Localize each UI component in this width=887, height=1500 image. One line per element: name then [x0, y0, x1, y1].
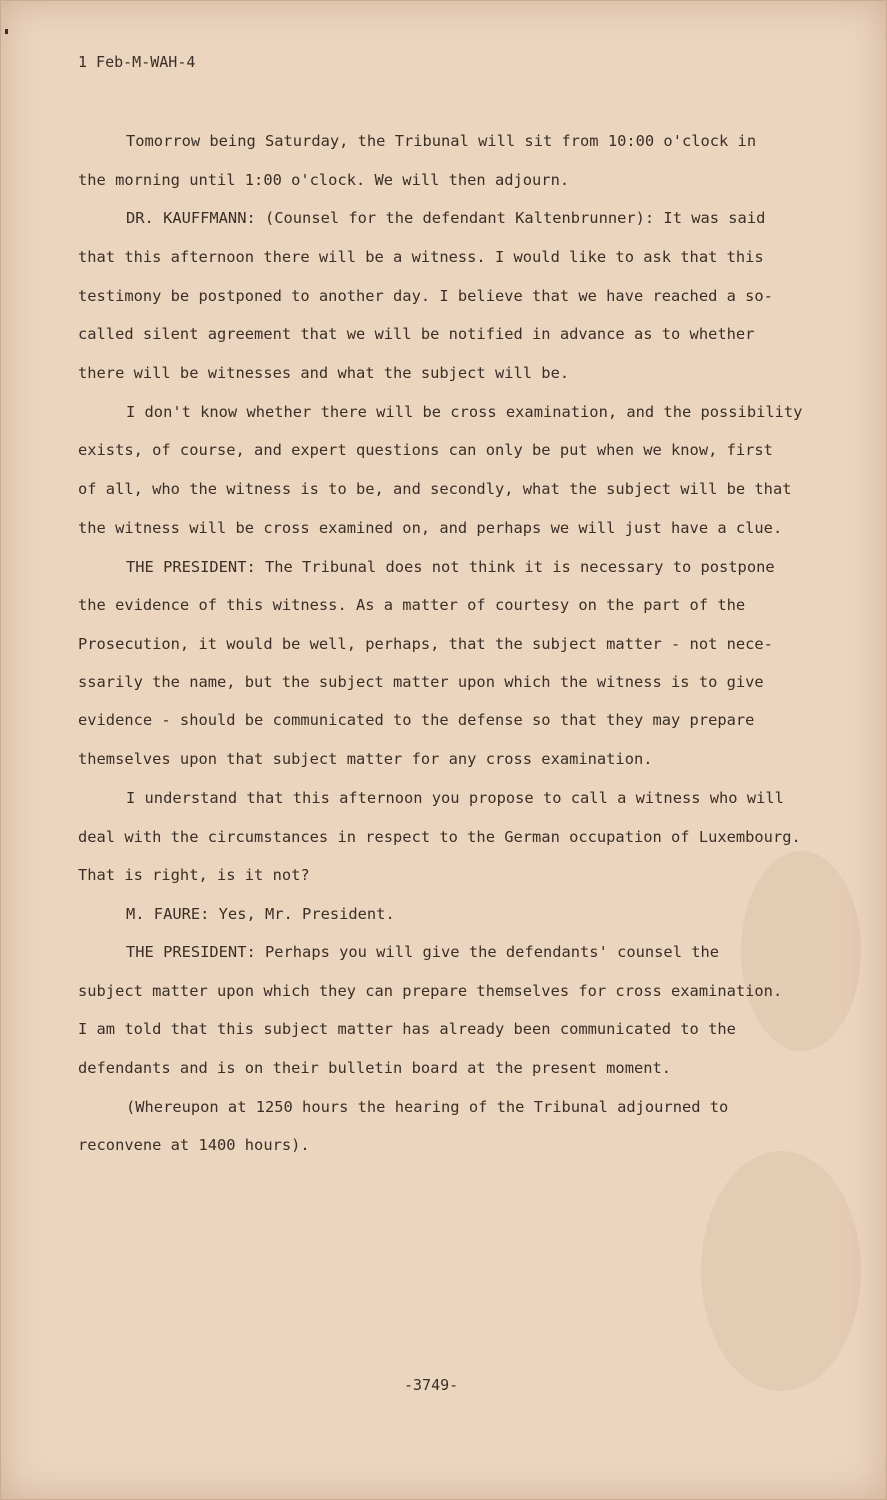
edge-mark [5, 29, 8, 34]
text-line: the evidence of this witness. As a matter of courtesy on the part of the [78, 596, 746, 614]
text-line: testimony be postponed to another day. I believe that we have reached a so- [78, 287, 773, 305]
text-line: (Whereupon at 1250 hours the hearing of the Tribunal adjourned to [126, 1098, 729, 1116]
text-line: defendants and is on their bulletin board at the present moment. [78, 1059, 672, 1077]
text-line: themselves upon that subject matter for any cross examination. [78, 750, 653, 768]
text-line: I am told that this subject matter has already been communicated to the [78, 1020, 736, 1038]
text-line: THE PRESIDENT: Perhaps you will give the defendants' counsel the [126, 943, 720, 961]
text-line: subject matter upon which they can prepare themselves for cross examination. [78, 982, 783, 1000]
text-line: Tomorrow being Saturday, the Tribunal will sit from 10:00 o'clock in [126, 132, 757, 150]
text-line: Prosecution, it would be well, perhaps, that the subject matter - not nece- [78, 635, 773, 653]
text-line: called silent agreement that we will be notified in advance as to whether [78, 325, 755, 343]
paper-stain [701, 1151, 861, 1391]
text-line: reconvene at 1400 hours). [78, 1136, 310, 1154]
text-line: M. FAURE: Yes, Mr. President. [126, 905, 395, 923]
text-line: ssarily the name, but the subject matter upon which the witness is to give [78, 673, 764, 691]
text-line: of all, who the witness is to be, and secondly, what the subject will be that [78, 480, 792, 498]
text-line: the morning until 1:00 o'clock. We will then adjourn. [78, 171, 570, 189]
document-page [1, 1, 886, 1499]
text-line: deal with the circumstances in respect to the German occupation of Luxembourg. [78, 828, 801, 846]
text-line: evidence - should be communicated to the defense so that they may prepare [78, 711, 755, 729]
text-line: that this afternoon there will be a witness. I would like to ask that this [78, 248, 764, 266]
paper-stain [741, 851, 861, 1051]
text-line: the witness will be cross examined on, and perhaps we will just have a clue. [78, 519, 783, 537]
text-line: DR. KAUFFMANN: (Counsel for the defendant Kaltenbrunner): It was said [126, 209, 766, 227]
text-line: THE PRESIDENT: The Tribunal does not think it is necessary to postpone [126, 558, 775, 576]
page-number: -3749- [404, 1376, 459, 1394]
text-line: That is right, is it not? [78, 866, 310, 884]
page-header: 1 Feb-M-WAH-4 [78, 53, 196, 71]
text-line: I don't know whether there will be cross examination, and the possibility [126, 403, 803, 421]
text-line: I understand that this afternoon you propose to call a witness who will [126, 789, 784, 807]
text-line: exists, of course, and expert questions can only be put when we know, first [78, 441, 773, 459]
text-line: there will be witnesses and what the subject will be. [78, 364, 570, 382]
